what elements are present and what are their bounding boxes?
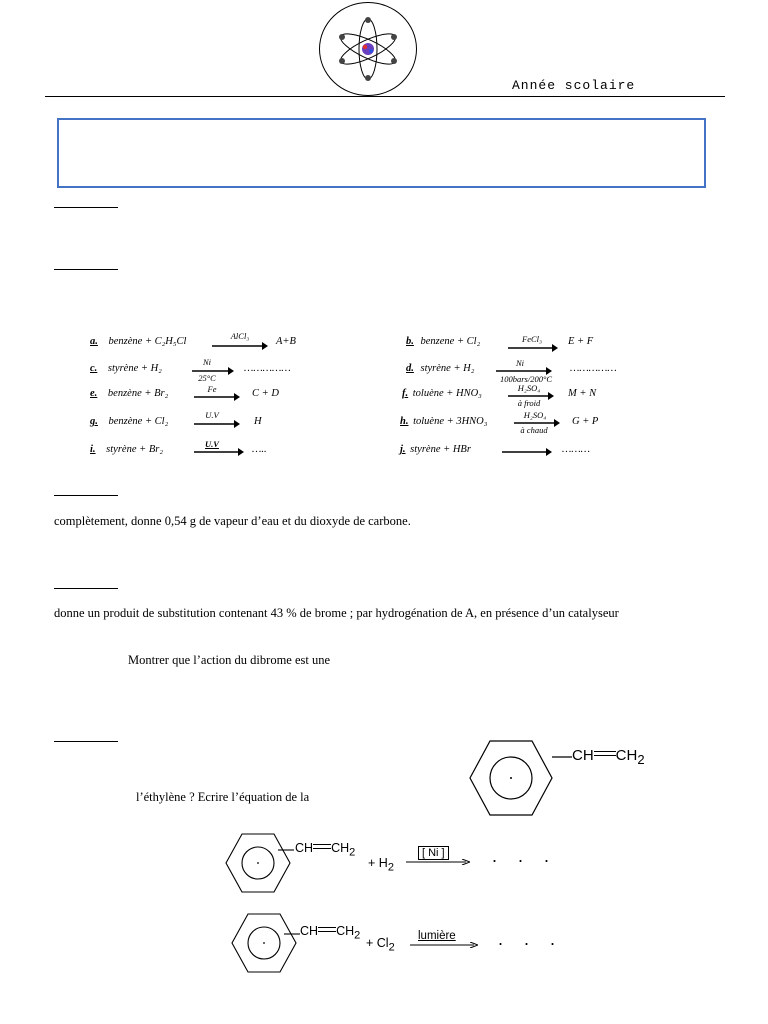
reaction-condition: Fe	[207, 384, 217, 394]
reaction-reactants: styrène + H₂	[420, 363, 475, 374]
reaction-c	[90, 363, 162, 374]
equation-1-product: . . .	[492, 846, 558, 866]
reaction-products: …..	[252, 444, 267, 455]
equation-2-reagent	[366, 936, 395, 954]
reaction-condition-below: à froid	[517, 398, 541, 408]
reaction-letter: c.	[90, 363, 98, 374]
reaction-letter: h.	[400, 416, 409, 427]
reaction-letter: a.	[90, 336, 98, 347]
reagent-subscript: 2	[387, 861, 394, 874]
reagent-subscript: 2	[388, 941, 395, 954]
reaction-d	[406, 363, 474, 374]
school-year-label: Année scolaire	[512, 78, 636, 93]
ch2-label: CH	[336, 924, 355, 938]
exercise-1-heading-rule	[54, 207, 118, 208]
subscript-2: 2	[637, 752, 645, 767]
reaction-condition: FeCl₃	[522, 334, 542, 344]
reagent-label: + Cl	[366, 936, 389, 950]
atom-icon	[320, 3, 416, 95]
equation-2-condition: lumière	[418, 930, 456, 942]
reaction-products: G + P	[572, 416, 599, 427]
reaction-products: H	[254, 416, 262, 427]
reaction-condition-below: à chaud	[520, 425, 548, 435]
subscript-2: 2	[349, 846, 356, 859]
exercise-5-text: l’éthylène ? Ecrire l’équation de la	[136, 790, 310, 804]
reaction-arrow	[194, 393, 240, 401]
styrene-vinyl-label	[572, 747, 645, 767]
benzene-ring-icon	[466, 738, 556, 818]
reaction-letter: i.	[90, 444, 96, 455]
double-bond	[318, 927, 336, 932]
subscript-2: 2	[354, 929, 361, 942]
reaction-condition: U.V	[205, 439, 219, 449]
header-rule	[45, 96, 725, 97]
reaction-products: C + D	[252, 388, 279, 399]
reaction-letter: f.	[402, 388, 409, 399]
reaction-products: E + F	[568, 336, 594, 347]
reaction-h	[400, 416, 487, 427]
reaction-letter: j.	[400, 444, 406, 455]
reaction-products: ……………	[244, 363, 291, 374]
bond-line	[552, 755, 572, 759]
reaction-letter: d.	[406, 363, 414, 374]
exercise-4-question: Montrer que l’action du dibrome est une	[128, 653, 331, 667]
reaction-arrow	[212, 342, 268, 350]
reaction-reactants: benzène + Br₂	[107, 388, 169, 399]
reaction-products: ……………	[570, 363, 617, 374]
reaction-letter: b.	[406, 336, 414, 347]
reaction-arrow	[410, 942, 478, 948]
reaction-b	[406, 336, 480, 347]
reaction-arrow	[194, 420, 240, 428]
reaction-condition: Ni	[515, 358, 525, 368]
school-logo	[319, 2, 417, 96]
reaction-arrow	[508, 344, 558, 352]
reaction-condition: H₂SO₄	[517, 383, 541, 393]
equation-1-reagent	[368, 856, 394, 874]
reaction-g	[90, 416, 168, 427]
reaction-letter: g.	[90, 416, 98, 427]
exercise-4-text: donne un produit de substitution contenant 43 % de brome ; par hydrogénation de A, en présence d’un catalyseur	[54, 606, 619, 620]
ch2-label: CH	[331, 841, 350, 855]
reaction-letter: e.	[90, 388, 98, 399]
reaction-condition-below: 100bars/200°C	[499, 374, 553, 384]
reaction-reactants: styrène + HBr	[410, 444, 471, 455]
double-bond	[594, 751, 616, 756]
reaction-f	[402, 388, 482, 399]
reaction-products: A+B	[276, 336, 296, 347]
reaction-condition: AlCl₃	[230, 331, 250, 341]
reaction-reactants: benzène + Cl₂	[108, 416, 169, 427]
equation-1-styrene-label	[295, 841, 355, 859]
reaction-arrow	[406, 859, 470, 865]
reaction-products: ………	[562, 444, 591, 455]
reaction-reactants: toluène + 3HNO₃	[413, 416, 488, 427]
reaction-condition: H₂SO₄	[523, 410, 547, 420]
reaction-reactants: toluène + HNO₃	[412, 388, 482, 399]
ch2-label: CH	[615, 747, 638, 764]
reaction-condition: U.V	[205, 410, 219, 420]
reaction-condition-below: 25°C	[198, 373, 216, 383]
reaction-a	[90, 336, 186, 347]
exercise-3-text: complètement, donne 0,54 g de vapeur d’eau et du dioxyde de carbone.	[54, 514, 411, 528]
exercise-5-heading-rule	[54, 741, 118, 742]
reaction-e	[90, 388, 168, 399]
reaction-reactants: styrène + H₂	[107, 363, 162, 374]
ch-label: CH	[572, 747, 594, 764]
title-box	[57, 118, 706, 188]
exercise-3-heading-rule	[54, 495, 118, 496]
equation-2-styrene-label	[300, 924, 360, 942]
reaction-reactants: benzene + Cl₂	[420, 336, 481, 347]
benzene-ring-icon	[224, 832, 292, 894]
equation-1-condition: [ Ni ]	[418, 846, 449, 860]
reaction-reactants: styrène + Br₂	[106, 444, 163, 455]
reaction-j	[400, 444, 471, 455]
reaction-i	[90, 444, 163, 455]
equation-2-product: . . .	[498, 929, 564, 949]
exercise-2-heading-rule	[54, 269, 118, 270]
reagent-label: + H	[368, 856, 388, 870]
bond-line	[284, 932, 300, 936]
bond-line	[278, 848, 294, 852]
double-bond	[313, 844, 331, 849]
reaction-condition: Ni	[202, 357, 212, 367]
reaction-arrow	[502, 448, 552, 456]
reaction-arrow	[194, 448, 244, 456]
benzene-ring-icon	[230, 912, 298, 974]
reaction-products: M + N	[568, 388, 597, 399]
ch-label: CH	[300, 924, 319, 938]
reaction-reactants: benzène + C₂H₅Cl	[108, 336, 187, 347]
ch-label: CH	[295, 841, 314, 855]
exercise-4-heading-rule	[54, 588, 118, 589]
